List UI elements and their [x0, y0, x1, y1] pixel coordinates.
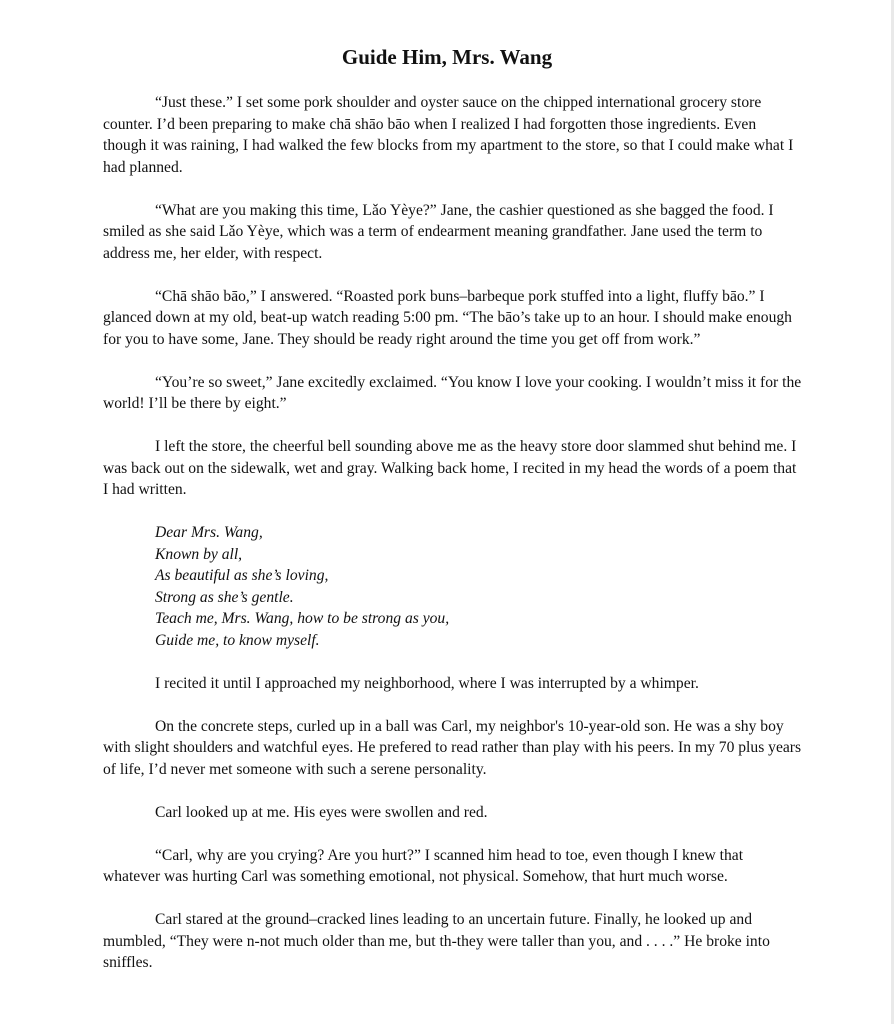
- story-paragraph: I recited it until I approached my neighborhood, where I was interrupted by a whimper.: [155, 674, 699, 692]
- story-paragraph: I left the store, the cheerful bell sounding above me as the heavy store door slammed shut behind me. I was back out on the sidewalk, wet and gray. Walking back home, I recited in my head the words of a poem that I had written.: [103, 438, 797, 498]
- story-paragraph: “What are you making this time, Lǎo Yèye?” Jane, the cashier questioned as she bagged the food. I smiled as she said Lǎo Yèye, which was a term of endearment meaning grandfather. Jane used the term to address me, her elder, with respect.: [103, 201, 774, 262]
- story-paragraph: “You’re so sweet,” Jane excitedly exclaimed. “You know I love your cooking. I wouldn’t miss it for the world! I’ll be there by eight.”: [103, 373, 802, 412]
- story-paragraph: “Carl, why are you crying? Are you hurt?” I scanned him head to toe, even though I knew that whatever was hurting Carl was something emotional, not physical. Somehow, that hurt much worse.: [103, 846, 744, 885]
- story-paragraph: Carl looked up at me. His eyes were swollen and red.: [155, 803, 488, 821]
- story-paragraph: On the concrete steps, curled up in a ball was Carl, my neighbor's 10-year-old son. He was a shy boy with slight shoulders and watchful eyes. He prefered to read rather than play with his peers. In my 70 plus years of life, I’d never met someone with such a serene personality.: [103, 717, 802, 778]
- poem-line: Known by all,: [155, 545, 243, 563]
- document-page: [103, 44, 803, 974]
- story-paragraph: “Just these.” I set some pork shoulder and oyster sauce on the chipped international grocery store counter. I’d been preparing to make chā shāo bāo when I realized I had forgotten those ingredients. Even though it was raining, I had walked the few blocks from my apartment to the store, so that I could make what I had planned.: [103, 94, 794, 176]
- poem-line: As beautiful as she’s loving,: [155, 567, 329, 584]
- poem-line: Strong as she’s gentle.: [155, 588, 294, 606]
- poem-line: Dear Mrs. Wang,: [155, 524, 263, 541]
- poem-line: Guide me, to know myself.: [155, 631, 320, 649]
- poem-line: Teach me, Mrs. Wang, how to be strong as you,: [155, 610, 450, 627]
- story-paragraph: Carl stared at the ground–cracked lines leading to an uncertain future. Finally, he looked up and mumbled, “They were n-not much older than me, but th-they were taller than you, and . . . .” He broke into sniffles.: [103, 911, 770, 971]
- story-paragraph: “Chā shāo bāo,” I answered. “Roasted pork buns–barbeque pork stuffed into a light, fluffy bāo.” I glanced down at my old, beat-up watch reading 5:00 pm. “The bāo’s take up to an hour. I should make enough for you to have some, Jane. They should be ready right around the time you get off from work.”: [103, 287, 792, 348]
- poem-block: [155, 522, 803, 651]
- story-title: Guide Him, Mrs. Wang: [341, 45, 553, 69]
